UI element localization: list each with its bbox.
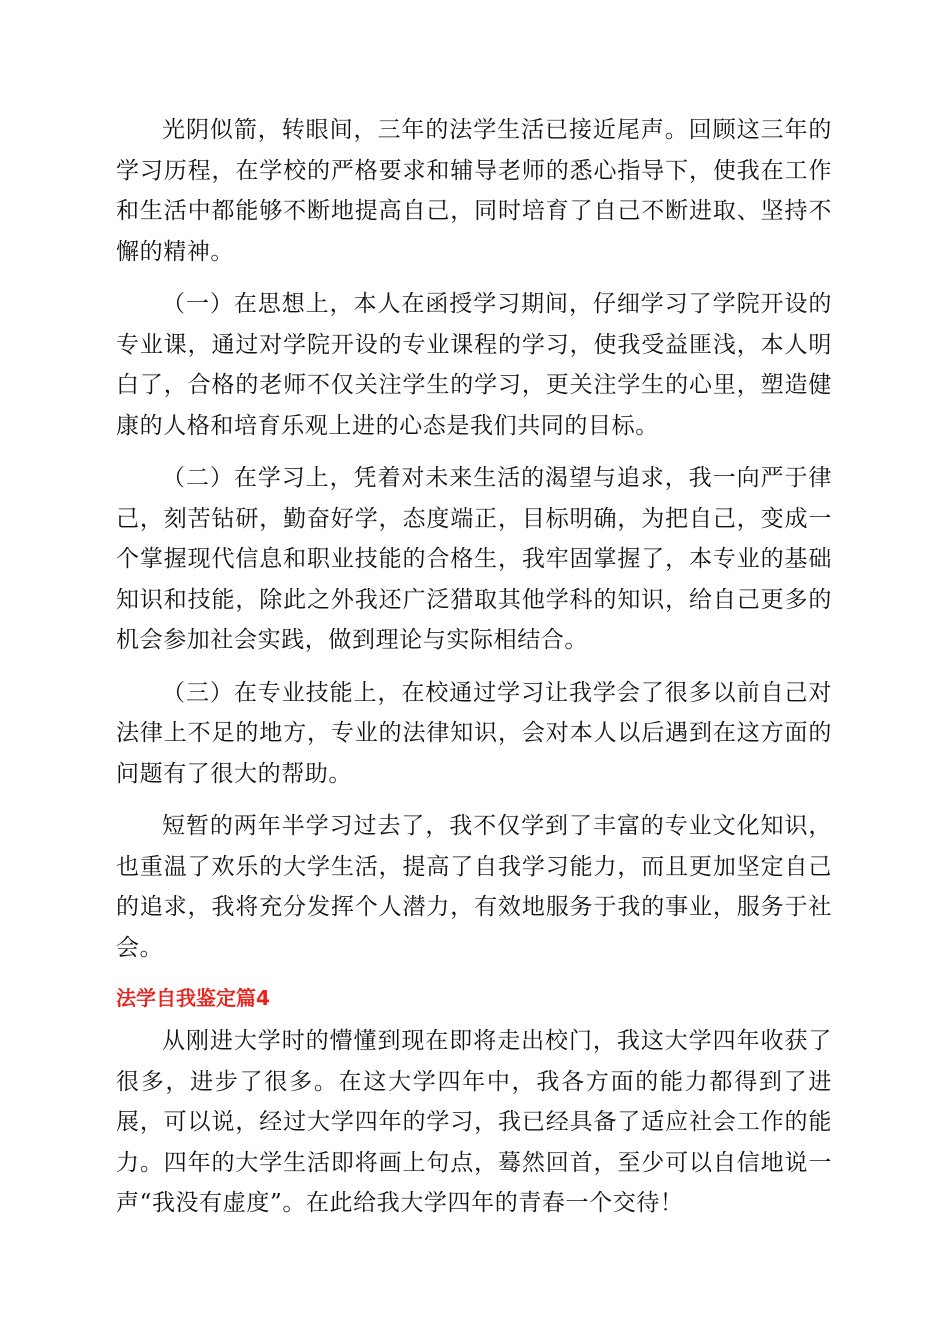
- paragraph-skills: （三）在专业技能上，在校通过学习让我学会了很多以前自己对法律上不足的地方，专业的法律知识，会对本人以后遇到在这方面的问题有了很大的帮助。: [116, 679, 832, 787]
- paragraph-section4: 从刚进大学时的懵懂到现在即将走出校门，我这大学四年收获了很多，进步了很多。在这大学四年中，我各方面的能力都得到了进展，可以说，经过大学四年的学习，我已经具备了适应社会工作的能力。四年的大学生活即将画上句点，蓦然回首，至少可以自信地说一声“我没有虚度”。在此给我大学四年的青春一个交待！: [116, 1028, 832, 1216]
- document-body: [116, 110, 832, 1224]
- paragraph-summary: 短暂的两年半学习过去了，我不仅学到了丰富的专业文化知识，也重温了欢乐的大学生活，提高了自我学习能力，而且更加坚定自己的追求，我将充分发挥个人潜力，有效地服务于我的事业，服务于社会。: [116, 813, 832, 961]
- paragraph-intro: 光阴似箭，转眼间，三年的法学生活已接近尾声。回顾这三年的学习历程，在学校的严格要求和辅导老师的悉心指导下，使我在工作和生活中都能够不断地提高自己，同时培育了自己不断进取、坚持不懈的精神。: [116, 117, 832, 265]
- paragraph-thought: （一）在思想上，本人在函授学习期间，仔细学习了学院开设的专业课，通过对学院开设的专业课程的学习，使我受益匪浅，本人明白了，合格的老师不仅关注学生的学习，更关注学生的心里，塑造健康的人格和培育乐观上进的心态是我们共同的目标。: [116, 291, 832, 439]
- section-heading: 法学自我鉴定篇4: [116, 986, 270, 1010]
- paragraph-study: （二）在学习上，凭着对未来生活的渴望与追求，我一向严于律己，刻苦钻研，勤奋好学，态度端正，目标明确，为把自己，变成一个掌握现代信息和职业技能的合格生，我牢固掌握了，本专业的基础知识和技能，除此之外我还广泛猎取其他学科的知识，给自己更多的机会参加社会实践，做到理论与实际相结合。: [116, 465, 832, 653]
